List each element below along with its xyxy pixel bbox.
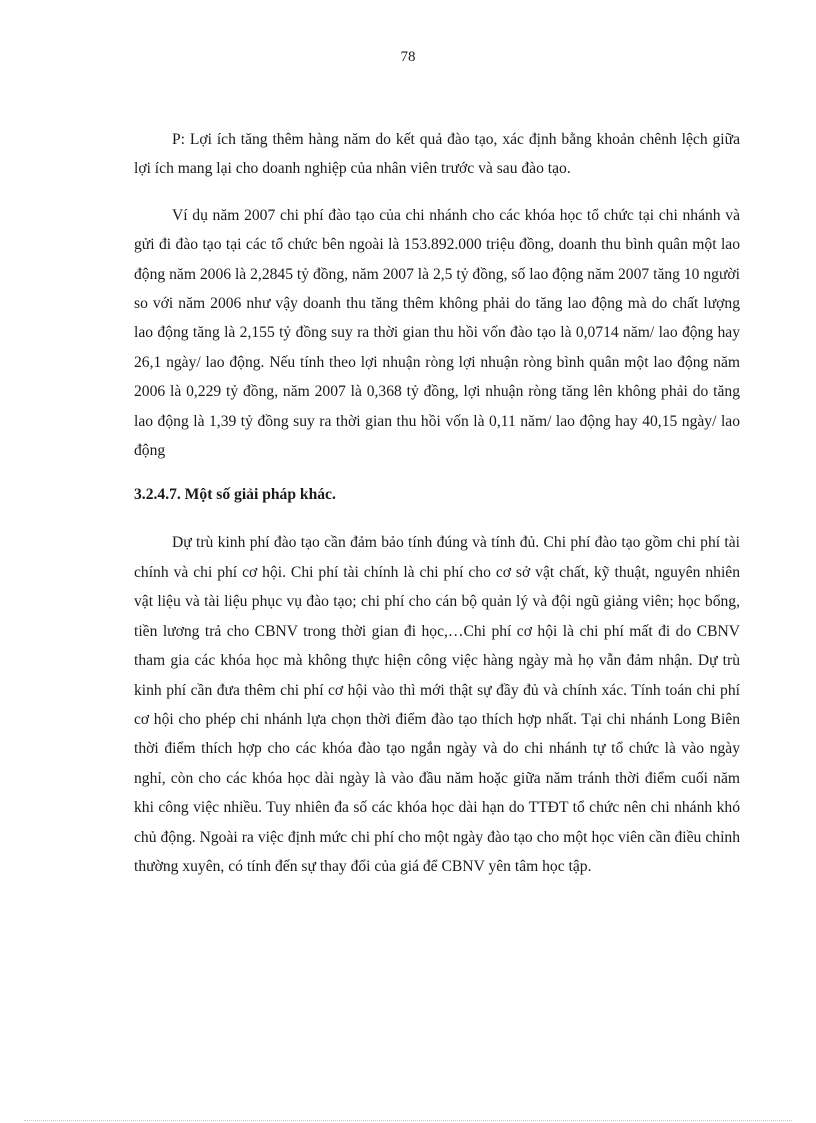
- paragraph-example-2007: Ví dụ năm 2007 chi phí đào tạo của chi nhánh cho các khóa học tổ chức tại chi nhánh và gửi đi đào tạo tại các tổ chức bên ngoài là 153.892.000 triệu đồng, doanh thu bình quân một lao động năm 2006 là 2,2845 tỷ đồng, năm 2007 là 2,5 tỷ đồng, số lao động năm 2007 tăng 10 người so với năm 2006 như vậy doanh thu tăng thêm không phải do tăng lao động mà do chất lượng lao động tăng là 2,155 tỷ đồng suy ra thời gian thu hồi vốn đào tạo là 0,0714 năm/ lao động hay 26,1 ngày/ lao động. Nếu tính theo lợi nhuận ròng lợi nhuận ròng bình quân một lao động năm 2006 là 0,229 tỷ đồng, năm 2007 là 0,368 tỷ đồng, lợi nhuận ròng tăng lên không phải do tăng lao động là 1,39 tỷ đồng suy ra thời gian thu hồi vốn là 0,11 năm/ lao động hay 40,15 ngày/ lao động: [134, 206, 740, 460]
- section-heading: 3.2.4.7. Một số giải pháp khác.: [134, 486, 336, 504]
- page-number: 78: [400, 49, 416, 65]
- document-body: [134, 125, 740, 898]
- paragraph-training-budget: Dự trù kinh phí đào tạo cần đảm bảo tính đúng và tính đủ. Chi phí đào tạo gồm chi phí tài chính và chi phí cơ hội. Chi phí tài chính là chi phí cho cơ sở vật chất, kỹ thuật, nguyên nhiên vật liệu và tài liệu phục vụ đào tạo; chi phí cho cán bộ quản lý và đội ngũ giảng viên; học bổng, tiền lương trả cho CBNV trong thời gian đi học,…Chi phí cơ hội là chi phí mất đi do CBNV tham gia các khóa học mà không thực hiện công việc hàng ngày mà họ vẫn đảm nhận. Dự trù kinh phí cần đưa thêm chi phí cơ hội vào thì mới thật sự đầy đủ và chính xác. Tính toán chi phí cơ hội cho phép chi nhánh lựa chọn thời điểm đào tạo thích hợp nhất. Tại chi nhánh Long Biên thời điểm thích hợp cho các khóa đào tạo ngắn ngày và do chi nhánh tự tổ chức là vào ngày nghỉ, còn cho các khóa học dài ngày là vào đầu năm hoặc giữa năm tránh thời điểm cuối năm khi công việc nhiều. Tuy nhiên đa số các khóa học dài hạn do TTĐT tổ chức nên chi nhánh khó chủ động. Ngoài ra việc định mức chi phí cho một ngày đào tạo cho một học viên cần điều chỉnh thường xuyên, có tính đến sự thay đổi của giá để CBNV yên tâm học tập.: [134, 534, 740, 875]
- paragraph-benefit-definition: P: Lợi ích tăng thêm hàng năm do kết quả đào tạo, xác định bằng khoản chênh lệch giữa lợi ích mang lại cho doanh nghiệp của nhân viên trước và sau đào tạo.: [134, 131, 740, 178]
- page-bottom-divider: [24, 1120, 792, 1121]
